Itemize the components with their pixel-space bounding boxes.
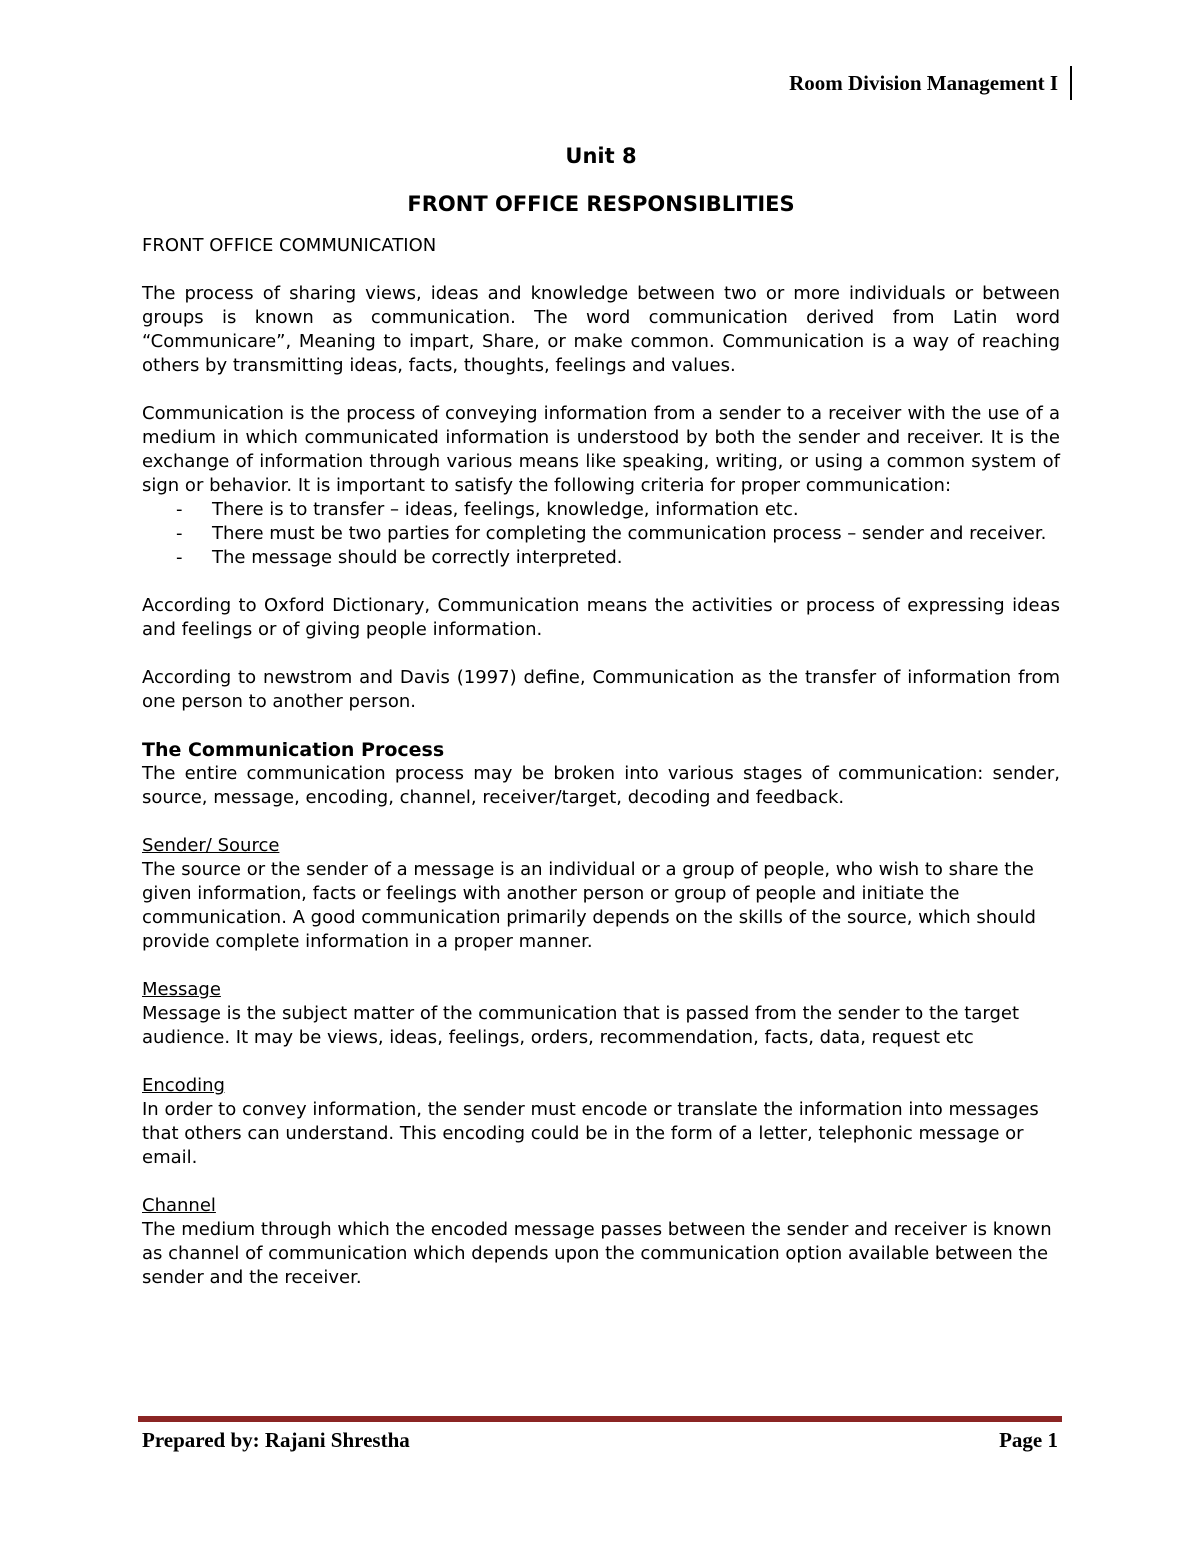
document-body [142, 138, 1060, 1314]
process-intro: The entire communication process may be broken into various stages of communication: sender, source, message, encoding, channel, receiver/target, decoding and feedback. [142, 763, 1060, 808]
page-number: Page 1 [999, 1428, 1058, 1452]
list-item: - There is to transfer – ideas, feelings, knowledge, information etc. [176, 499, 799, 520]
paragraph-oxford: According to Oxford Dictionary, Communication means the activities or process of expressing ideas and feelings or of giving people information. [142, 595, 1060, 640]
prepared-by: Prepared by: Rajani Shrestha [142, 1428, 410, 1452]
encoding-heading: Encoding [142, 1075, 225, 1096]
list-item: - The message should be correctly interpreted. [176, 547, 623, 568]
dash-bullet: - [176, 547, 183, 568]
dash-bullet: - [176, 499, 183, 520]
message-text: Message is the subject matter of the communication that is passed from the sender to the target audience. It may be views, ideas, feelings, orders, recommendation, facts, data, request etc [142, 1003, 1020, 1048]
sender-text: The source or the sender of a message is an individual or a group of people, who wish to share the given information, facts or feelings with another person or group of people and initiate the communication. A good communication primarily depends on the skills of the source, which should provide complete information in a proper manner. [142, 859, 1036, 952]
dash-bullet: - [176, 523, 183, 544]
paragraph-newstrom: According to newstrom and Davis (1997) define, Communication as the transfer of information from one person to another person. [142, 667, 1060, 712]
paragraph-process: Communication is the process of conveying information from a sender to a receiver with the use of a medium in which communicated information is understood by both the sender and receiver. It is the exchange of information through various means like speaking, writing, or using a common system of sign or behavior. It is important to satisfy the following criteria for proper communication: [142, 403, 1060, 496]
sender-heading: Sender/ Source [142, 835, 280, 856]
message-heading: Message [142, 979, 221, 1000]
criteria-list [142, 498, 1060, 570]
encoding-text: In order to convey information, the sender must encode or translate the information into messages that others can understand. This encoding could be in the form of a letter, telephonic message or email. [142, 1099, 1039, 1168]
channel-text: The medium through which the encoded message passes between the sender and receiver is known as channel of communication which depends upon the communication option available between the sender and the receiver. [142, 1219, 1052, 1288]
footer-divider [138, 1416, 1062, 1422]
section-heading: FRONT OFFICE COMMUNICATION [142, 235, 437, 256]
page-header: Room Division Management I [789, 66, 1072, 100]
process-heading: The Communication Process [142, 739, 445, 761]
document-title: FRONT OFFICE RESPONSIBLITIES [407, 192, 795, 216]
page-footer [142, 1428, 1058, 1453]
paragraph-definition: The process of sharing views, ideas and knowledge between two or more individuals or between groups is known as communication. The word communication derived from Latin word “Communicare”, Meaning to impart, Share, or make common. Communication is a way of reaching others by transmitting ideas, facts, thoughts, feelings and values. [142, 283, 1060, 376]
unit-title: Unit 8 [565, 144, 637, 168]
channel-heading: Channel [142, 1195, 216, 1216]
list-item: - There must be two parties for completing the communication process – sender and receiver. [176, 523, 1047, 544]
